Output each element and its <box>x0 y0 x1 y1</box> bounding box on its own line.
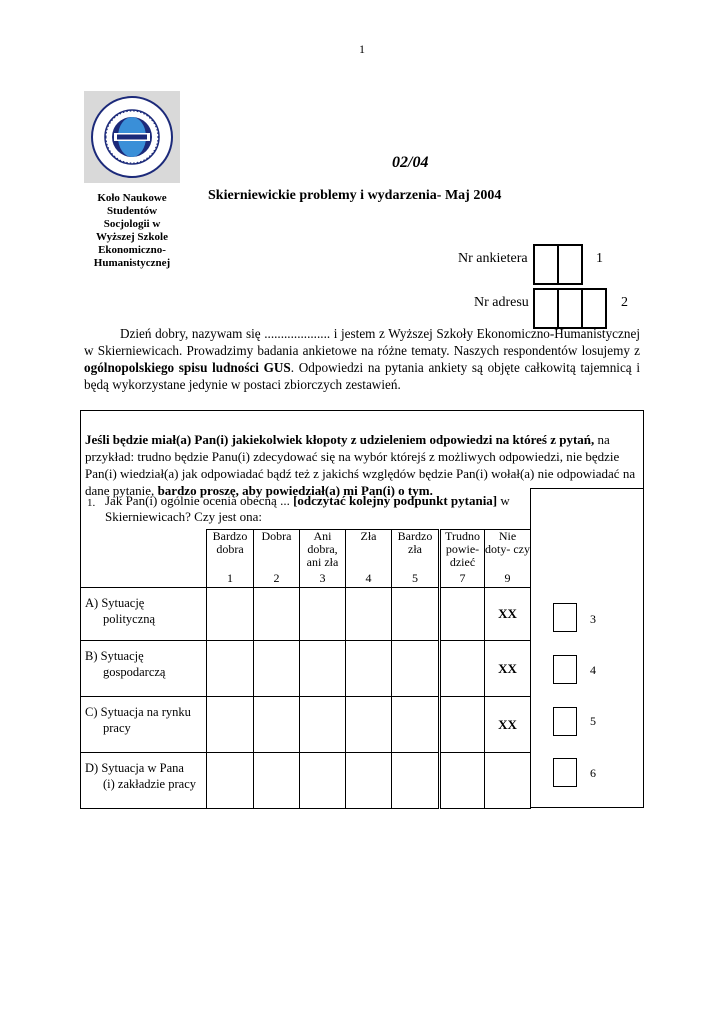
org-line: Humanistycznej <box>93 257 171 269</box>
answer-cell[interactable] <box>300 753 346 809</box>
column-header: Trudno powie- dzieć 7 <box>440 530 485 588</box>
digit-box[interactable] <box>535 246 559 283</box>
instruction-bold-lead <box>85 415 639 430</box>
column-header: Bardzo dobra 1 <box>207 530 254 588</box>
table-row <box>81 641 531 697</box>
interviewer-label: Nr ankietera <box>458 251 528 266</box>
question-text: Jak Pan(i) ogólnie ocenia obecną ... [odczytać kolejny podpunkt pytania] w Skierniewicach? Czy jest ona: <box>105 493 510 524</box>
answer-cell[interactable] <box>254 641 300 697</box>
answer-cell[interactable] <box>300 641 346 697</box>
page-number: 1 <box>359 42 365 56</box>
address-label: Nr adresu <box>474 295 529 310</box>
question-number: 1. <box>87 497 96 509</box>
form-title: Skierniewickie problemy i wydarzenia- Maj 2004 <box>208 188 502 203</box>
digit-box[interactable] <box>535 290 559 327</box>
digit-box[interactable] <box>559 246 583 283</box>
grid-corner <box>81 530 207 588</box>
answer-cell[interactable] <box>207 753 254 809</box>
answer-cell[interactable] <box>300 697 346 753</box>
org-line: Studentów <box>106 205 158 217</box>
org-line: Socjologii w <box>103 218 161 230</box>
answer-cell[interactable] <box>440 753 485 809</box>
table-row <box>81 588 531 641</box>
answer-cell[interactable] <box>392 753 440 809</box>
organization-name <box>76 192 188 270</box>
row-label: C) Sytuacja na rynku pracy <box>81 697 207 753</box>
column-header: Bardzo zła 5 <box>392 530 440 588</box>
column-header: Ani dobra, ani zła 3 <box>300 530 346 588</box>
answer-cell[interactable] <box>254 753 300 809</box>
answer-grid <box>80 529 531 809</box>
answer-cell[interactable] <box>440 588 485 641</box>
instruction-body: na przykład: trudno będzie Panu(i) zdecydować się na wybór którejś z możliwych odpowiedzi, nie będzie Pan(i) wiedział(a) jak odpowiadać bądź też z jakichś względów będzie Pan(i) wołał(a) nie odpowiadać na dane pytanie, <box>85 432 636 498</box>
answer-cell[interactable] <box>346 697 392 753</box>
code-number: 3 <box>590 612 596 626</box>
org-line: Koło Naukowe <box>97 192 167 204</box>
address-number-boxes[interactable] <box>533 288 607 329</box>
answer-cell[interactable] <box>254 588 300 641</box>
answer-cell[interactable] <box>300 588 346 641</box>
answer-cell[interactable] <box>440 641 485 697</box>
code-number: 5 <box>590 714 596 728</box>
row-label: D) Sytuacja w Pana (i) zakładzie pracy <box>81 753 207 809</box>
form-code: 02/04 <box>392 154 429 171</box>
column-header: Nie doty- czy 9 <box>485 530 531 588</box>
organization-logo <box>84 91 180 183</box>
logo-emblem-icon <box>84 91 180 183</box>
not-applicable-mark: XX <box>485 641 531 697</box>
answer-cell[interactable] <box>392 588 440 641</box>
grid-header-row <box>81 530 531 588</box>
answer-cell[interactable] <box>207 641 254 697</box>
code-box[interactable] <box>553 603 577 632</box>
not-applicable-mark: XX <box>485 697 531 753</box>
answer-cell[interactable] <box>346 753 392 809</box>
instruction-box <box>80 410 644 498</box>
digit-box[interactable] <box>559 290 583 327</box>
org-line: Ekonomiczno- <box>98 244 166 256</box>
answer-cell[interactable] <box>346 641 392 697</box>
address-code: 2 <box>621 295 628 310</box>
code-number: 6 <box>590 766 596 780</box>
table-row <box>81 753 531 809</box>
column-header: Dobra 2 <box>254 530 300 588</box>
interviewer-number-boxes[interactable] <box>533 244 583 285</box>
row-label: A) Sytuację polityczną <box>81 588 207 641</box>
not-applicable-mark: XX <box>485 588 531 641</box>
question-header <box>80 488 531 530</box>
org-line: Wyższej Szkole <box>96 231 168 243</box>
row-label: B) Sytuację gospodarczą <box>81 641 207 697</box>
intro-paragraph: Dzień dobry, nazywam się .................... i jestem z Wyższej Szkoły Ekonomiczno-Humanistycznej w Skierniewicach. Prowadzimy badania ankietowe na różne tematy. Naszych respondentów losujemy z ogólnopolskiego spisu ludności GUS. Odpowiedzi na pytania ankiety są objęte całkowitą tajemnicą i będą wykorzystane jedynie w postaci zbiorczych zestawień. <box>84 326 640 392</box>
code-box[interactable] <box>553 707 577 736</box>
answer-cell[interactable] <box>392 641 440 697</box>
column-header: Zła 4 <box>346 530 392 588</box>
coding-column <box>530 488 644 808</box>
answer-cell[interactable] <box>254 697 300 753</box>
code-number: 4 <box>590 663 596 677</box>
answer-cell[interactable] <box>346 588 392 641</box>
instruction-lead: Jeśli będzie miał(a) Pan(i) jakiekolwiek kłopoty z udzieleniem odpowiedzi na któreś z pytań, <box>85 432 595 447</box>
answer-cell[interactable] <box>207 697 254 753</box>
answer-cell[interactable] <box>392 697 440 753</box>
instruction-tail: bardzo proszę, aby powiedział(a) mi Pan(i) o tym. <box>157 483 433 498</box>
answer-cell[interactable] <box>440 697 485 753</box>
answer-cell[interactable] <box>207 588 254 641</box>
code-box[interactable] <box>553 655 577 684</box>
code-box[interactable] <box>553 758 577 787</box>
interviewer-code: 1 <box>596 251 603 266</box>
not-applicable-mark <box>485 753 531 809</box>
table-row <box>81 697 531 753</box>
digit-box[interactable] <box>583 290 607 327</box>
